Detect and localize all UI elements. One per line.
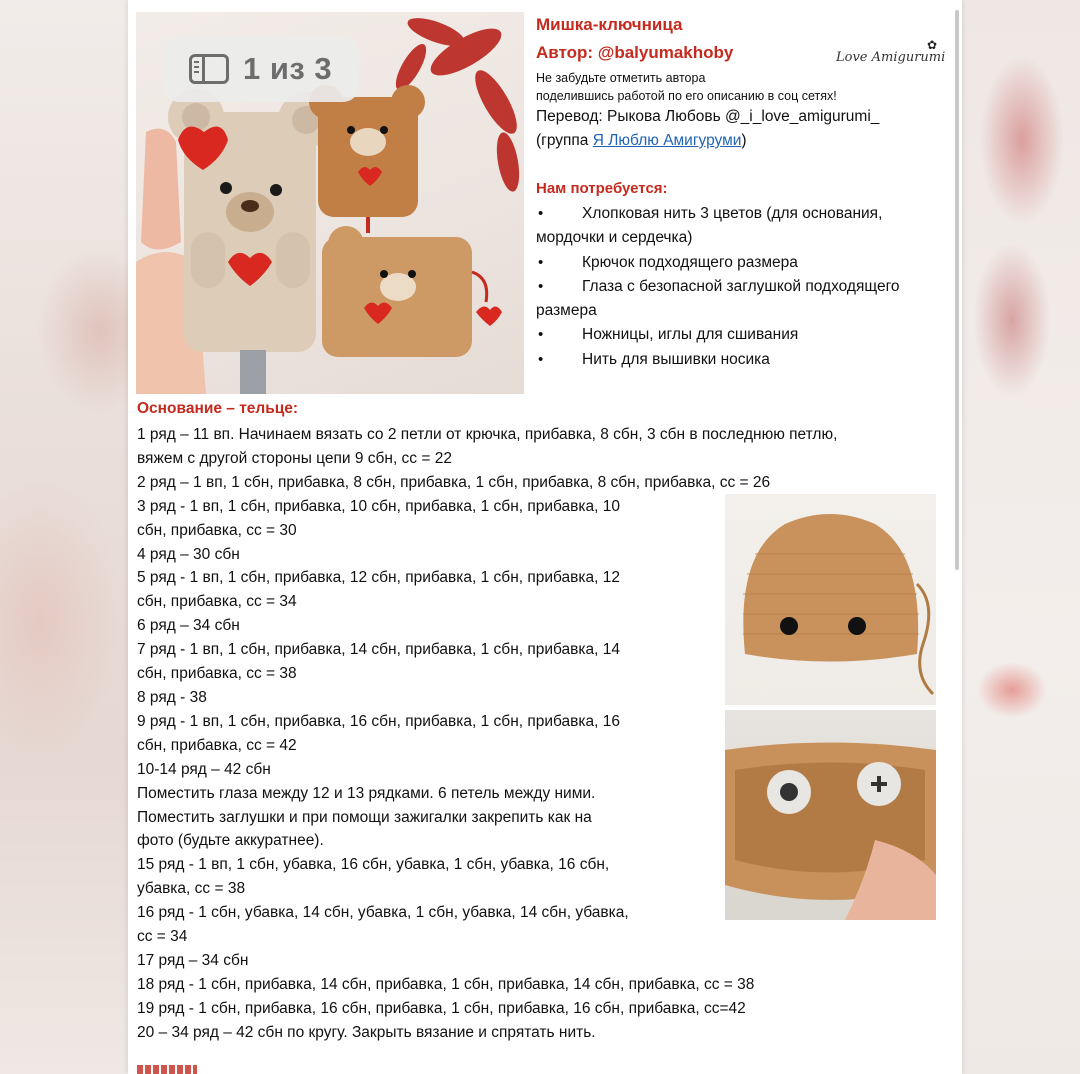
step-photo-eyes-placed (725, 494, 936, 705)
pattern-row: 2 ряд – 1 вп, 1 сбн, прибавка, 8 сбн, прибавка, 1 сбн, прибавка, 8 сбн, прибавка, сс = 26 (137, 473, 771, 491)
scrollbar[interactable] (955, 10, 959, 570)
crochet-piece-illustration (725, 494, 936, 705)
pattern-row: сбн, прибавка, сс = 30 (137, 521, 297, 539)
pattern-row: 10-14 ряд – 42 сбн (137, 760, 271, 778)
step-photo-eye-backs (725, 710, 936, 920)
pattern-row: вяжем с другой стороны цепи 9 сбн, сс = 22 (137, 449, 452, 467)
pattern-row: 5 ряд - 1 вп, 1 сбн, прибавка, 12 сбн, прибавка, 1 сбн, прибавка, 12 (137, 569, 621, 587)
background-right (962, 0, 1080, 1074)
materials-list (536, 202, 946, 372)
pattern-title: Мишка-ключница (536, 15, 683, 34)
next-section-heading-cutoff (137, 1065, 197, 1074)
author-note: Не забудьте отметить автора поделившись работой по его описанию в соц сетях! (536, 71, 837, 103)
pattern-row: 17 ряд – 34 сбн (137, 951, 249, 969)
pattern-row: 4 ряд – 30 сбн (137, 545, 240, 563)
group-line: (группа Я Люблю Амигуруми) (536, 132, 747, 149)
pattern-row: сбн, прибавка, сс = 42 (137, 736, 297, 754)
list-item: • Глаза с безопасной заглушкой подходящего размера (536, 275, 946, 324)
pattern-row: Поместить глаза между 12 и 13 рядками. 6 петель между ними. (137, 784, 596, 802)
translator-line: Перевод: Рыкова Любовь @_i_love_amigurumi_ (536, 108, 880, 125)
list-item: • Нить для вышивки носика (536, 348, 946, 372)
pattern-row: 3 ряд - 1 вп, 1 сбн, прибавка, 10 сбн, прибавка, 1 сбн, прибавка, 10 (137, 497, 621, 515)
pattern-row: 6 ряд – 34 сбн (137, 617, 240, 635)
list-item: • Крючок подходящего размера (536, 251, 946, 275)
materials-title: Нам потребуется: (536, 180, 668, 197)
pattern-row: 16 ряд - 1 сбн, убавка, 14 сбн, убавка, 1 сбн, убавка, 14 сбн, убавка, (137, 904, 629, 922)
body-section-title: Основание – тельце: (137, 400, 299, 417)
pattern-row: 8 ряд - 38 (137, 688, 207, 706)
pattern-row: 20 – 34 ряд – 42 сбн по кругу. Закрыть вязание и спрятать нить. (137, 1023, 596, 1041)
bow-icon: ✿ (927, 38, 938, 52)
crochet-inside-illustration (725, 710, 936, 920)
list-item: • Ножницы, иглы для сшивания (536, 323, 946, 347)
pattern-row: сс = 34 (137, 928, 188, 946)
pattern-row: 1 ряд – 11 вп. Начинаем вязать со 2 петли от крючка, прибавка, 8 сбн, 3 сбн в последнюю петлю, (137, 426, 838, 443)
background-left (0, 0, 128, 1074)
page-indicator[interactable] (163, 36, 359, 102)
pattern-row: сбн, прибавка, сс = 34 (137, 593, 297, 611)
translation-credit (536, 105, 879, 153)
list-item: • Хлопковая нить 3 цветов (для основания, мордочки и сердечка) (536, 202, 946, 251)
group-link[interactable]: Я Люблю Амигуруми (592, 132, 742, 149)
pattern-row: 9 ряд - 1 вп, 1 сбн, прибавка, 16 сбн, прибавка, 1 сбн, прибавка, 16 (137, 712, 621, 730)
pattern-row: 19 ряд - 1 сбн, прибавка, 16 сбн, прибавка, 1 сбн, прибавка, 16 сбн, прибавка, сс=42 (137, 999, 746, 1017)
pattern-row: убавка, сс = 38 (137, 880, 246, 898)
page-indicator-label: 1 из 3 (243, 51, 333, 86)
pattern-row: Поместить заглушки и при помощи зажигалки закрепить как на (137, 808, 592, 826)
brand-logo: Love Amigurumi (836, 50, 946, 65)
pattern-row: 7 ряд - 1 вп, 1 сбн, прибавка, 14 сбн, прибавка, 1 сбн, прибавка, 14 (137, 641, 621, 659)
book-pages-icon (189, 54, 229, 84)
pattern-row: сбн, прибавка, сс = 38 (137, 665, 297, 683)
pattern-row: фото (будьте аккуратнее). (137, 832, 324, 850)
pattern-row: 15 ряд - 1 вп, 1 сбн, убавка, 16 сбн, убавка, 1 сбн, убавка, 16 сбн, (137, 856, 610, 874)
pattern-author: Автор: @balyumakhoby (536, 43, 734, 62)
pattern-row: 18 ряд - 1 сбн, прибавка, 14 сбн, прибавка, 1 сбн, прибавка, 14 сбн, прибавка, сс = 38 (137, 975, 755, 993)
